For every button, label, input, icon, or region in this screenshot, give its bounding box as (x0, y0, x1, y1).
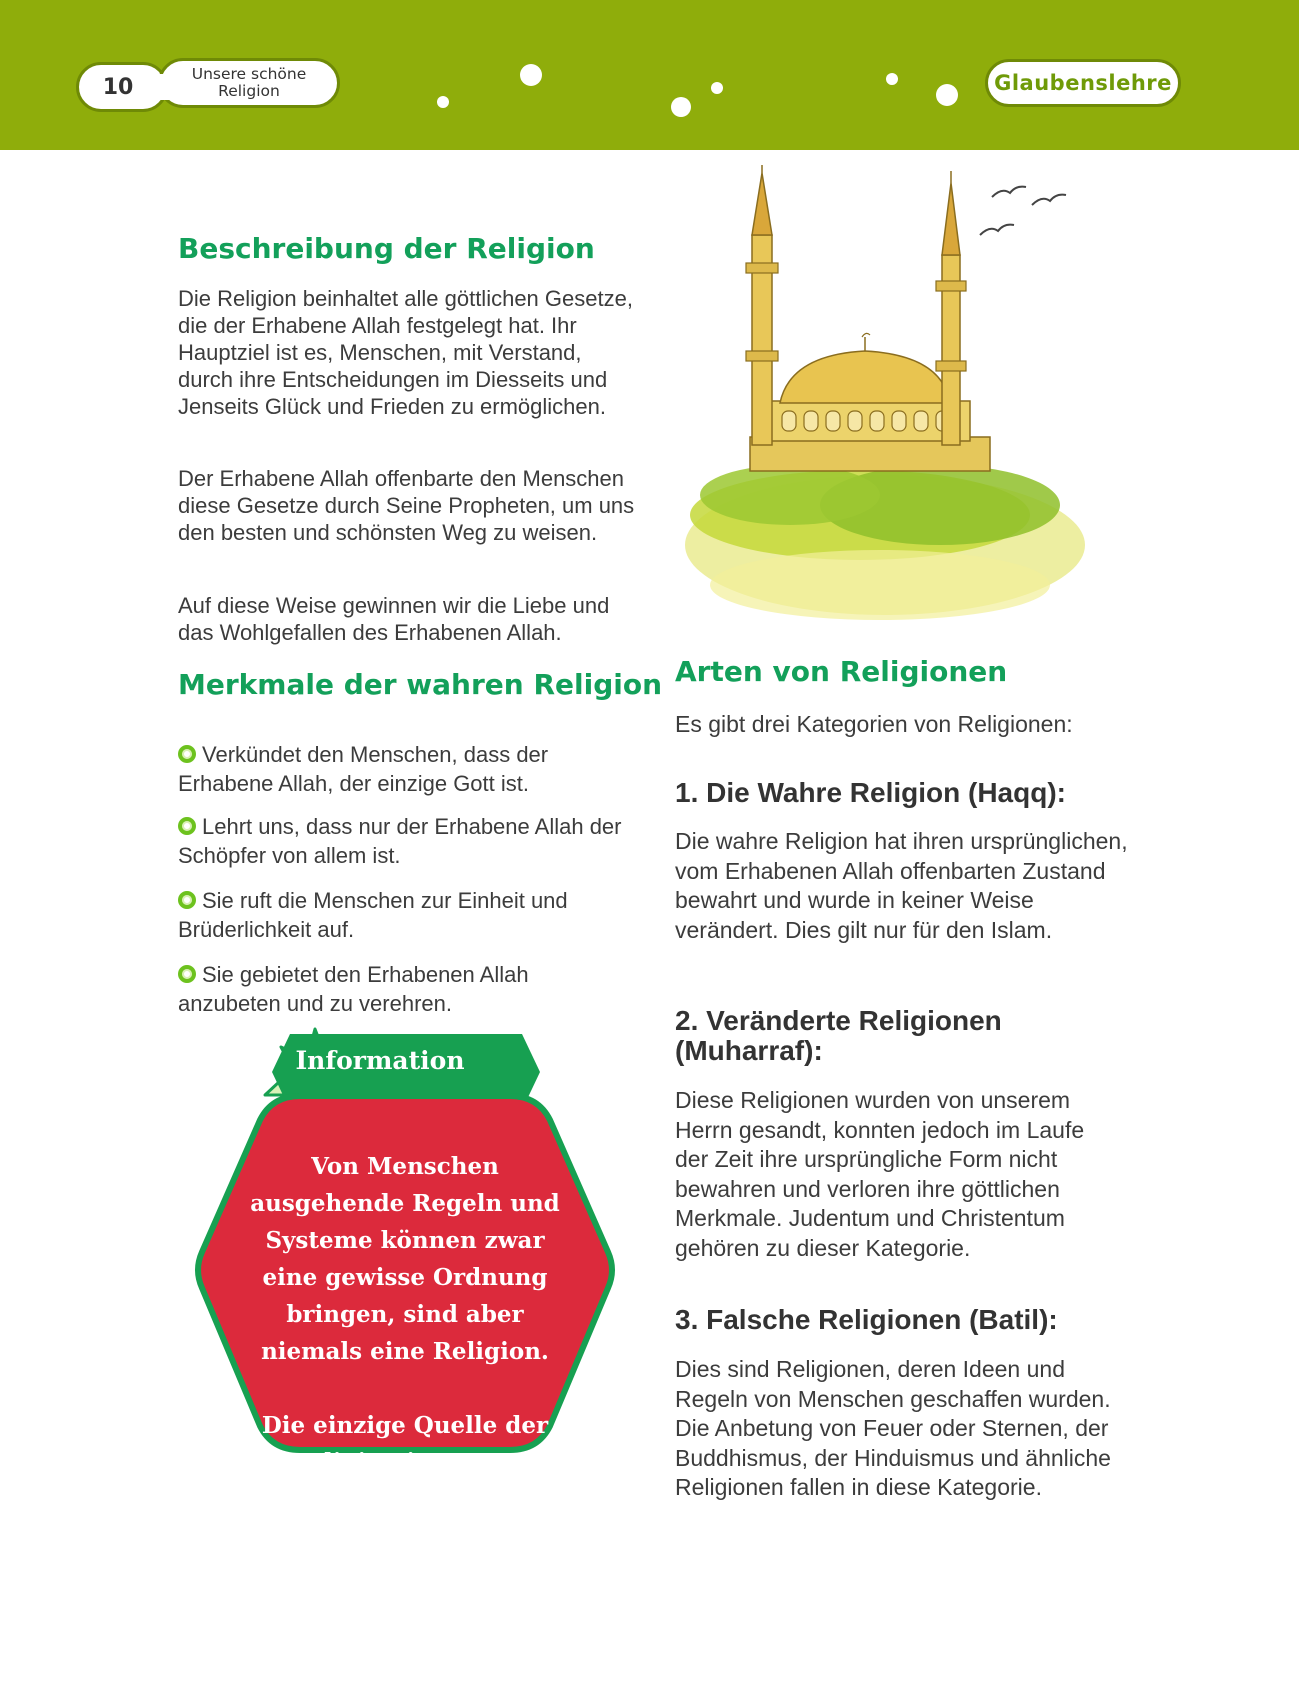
decor-dot (437, 96, 449, 108)
bullet-item (178, 960, 558, 1018)
category-2-title: 2. Veränderte Religionen (Muharraf): (675, 1005, 1002, 1066)
info-text-2: Die einzige Quelle der Religion ist unser Erhabener Herr. (261, 1412, 549, 1513)
info-text-1: Von Menschen ausgehende Regeln und Systeme können zwar eine gewisse Ordnung bringen, sind aber niemals eine Religion. (250, 1153, 560, 1365)
section-label: Glaubenslehre (985, 59, 1181, 107)
decor-dot (936, 84, 958, 106)
paragraph-2: Der Erhabene Allah offenbarte den Menschen diese Gesetze durch Seine Propheten, um uns den besten und schönsten Weg zu weisen. (178, 466, 635, 545)
ring-bullet-icon (178, 891, 196, 909)
info-title: Information (295, 1045, 465, 1075)
page-number: 10 (76, 62, 168, 112)
book-title-line1: Unsere schöne (191, 65, 307, 83)
heading-beschreibung: Beschreibung der Religion (178, 232, 595, 265)
bullet-item (178, 812, 633, 870)
category-3-text: Dies sind Religionen, deren Ideen und Regeln von Menschen geschaffen wurden. Die Anbetung von Feuer oder Sternen, der Buddhismus, der Hinduismus und ähnliche Religionen fallen in diese Kategorie. (675, 1356, 1111, 1500)
bird-icons (980, 187, 1066, 235)
ring-bullet-icon (178, 817, 196, 835)
bullet-text: Sie ruft die Menschen zur Einheit und Brüderlichkeit auf. (178, 888, 568, 942)
ring-bullet-icon (178, 745, 196, 763)
bullet-item (178, 886, 598, 944)
paragraph-1: Die Religion beinhaltet alle göttlichen Gesetze, die der Erhabene Allah festgelegt hat. Ihr Hauptziel ist es, Menschen, mit Verstand, durch ihre Entscheidungen im Diesseits und Jenseits Glück und Frieden zu ermöglichen. (178, 286, 633, 419)
category-3-title: 3. Falsche Religionen (Batil): (675, 1304, 1058, 1335)
decor-dot (671, 97, 691, 117)
decor-dot (711, 82, 723, 94)
information-box (180, 1030, 630, 1520)
bullet-text: Verkündet den Menschen, dass der Erhabene Allah, der einzige Gott ist. (178, 742, 549, 796)
heading-merkmale: Merkmale der wahren Religion (178, 668, 663, 701)
paragraph-3: Auf diese Weise gewinnen wir die Liebe und das Wohlgefallen des Erhabenen Allah. (178, 593, 610, 645)
category-1-text: Die wahre Religion hat ihren ursprünglichen, vom Erhabenen Allah offenbarten Zustand bewahrt und wurde in keiner Weise verändert. Dies gilt nur für den Islam. (675, 828, 1128, 943)
mosque-illustration (680, 165, 1100, 645)
heading-arten: Arten von Religionen (675, 655, 1008, 688)
book-title (158, 58, 340, 108)
bullet-text: Sie gebietet den Erhabenen Allah anzubeten und zu verehren. (178, 962, 529, 1016)
decor-dot (520, 64, 542, 86)
page-header (0, 0, 1299, 150)
pill-connector (150, 74, 178, 100)
category-1-title: 1. Die Wahre Religion (Haqq): (675, 777, 1066, 808)
book-title-line2: Religion (218, 82, 280, 100)
bullet-text: Lehrt uns, dass nur der Erhabene Allah der Schöpfer von allem ist. (178, 814, 622, 868)
bullet-item (178, 740, 618, 798)
ring-bullet-icon (178, 965, 196, 983)
info-text (244, 1148, 566, 1518)
category-2-text: Diese Religionen wurden von unserem Herrn gesandt, konnten jedoch im Laufe der Zeit ihre ursprüngliche Form nicht bewahren und verloren ihre göttlichen Merkmale. Judentum und Christentum gehören zu dieser Kategorie. (675, 1087, 1085, 1261)
decor-dot (886, 73, 898, 85)
intro-text: Es gibt drei Kategorien von Religionen: (675, 711, 1073, 737)
